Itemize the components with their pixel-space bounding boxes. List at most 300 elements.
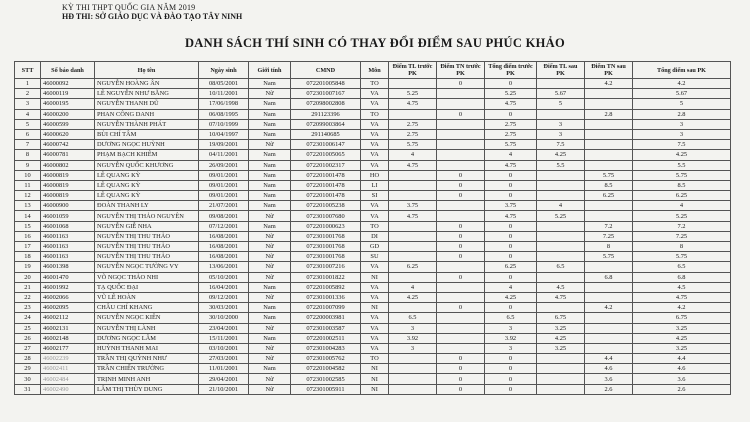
cell-tl-after xyxy=(537,384,585,394)
cell-tn-after xyxy=(585,140,633,150)
cell-subject: NI xyxy=(361,384,389,394)
cell-tn-after xyxy=(585,129,633,139)
table-row xyxy=(15,109,731,119)
cell-tl-after: 7.5 xyxy=(537,140,585,150)
cell-tl-before: 2.75 xyxy=(389,129,437,139)
cell-total-after: 4.5 xyxy=(633,282,731,292)
cell-tn-after xyxy=(585,262,633,272)
cell-tn-after: 2.6 xyxy=(585,384,633,394)
cell-id: 072201005892 xyxy=(291,282,361,292)
cell-tn-before: 0 xyxy=(437,303,485,313)
cell-subject: TO xyxy=(361,221,389,231)
cell-dob: 06/08/1995 xyxy=(199,109,249,119)
cell-subject: VA xyxy=(361,292,389,302)
cell-stt: 28 xyxy=(15,354,41,364)
cell-name: NGUYỄN NGỌC KIÊN xyxy=(95,313,199,323)
cell-dob: 15/11/2001 xyxy=(199,333,249,343)
cell-total-after: 8 xyxy=(633,242,731,252)
table-row xyxy=(15,364,731,374)
exam-council: HĐ THI: SỞ GIÁO DỤC VÀ ĐÀO TẠO TÂY NINH xyxy=(62,12,243,21)
cell-dob: 30/10/2000 xyxy=(199,313,249,323)
cell-tn-before xyxy=(437,282,485,292)
cell-gender: Nữ xyxy=(249,231,291,241)
cell-dob: 23/04/2001 xyxy=(199,323,249,333)
cell-dob: 16/04/2001 xyxy=(199,282,249,292)
cell-stt: 30 xyxy=(15,374,41,384)
cell-tl-before xyxy=(389,242,437,252)
cell-name: LÊ QUANG KỲ xyxy=(95,170,199,180)
cell-total-after: 3.6 xyxy=(633,374,731,384)
cell-sbd: 46002112 xyxy=(41,313,95,323)
cell-name: NGUYỄN THỊ THU THẢO xyxy=(95,242,199,252)
cell-tn-before xyxy=(437,201,485,211)
cell-tn-after: 5.75 xyxy=(585,170,633,180)
cell-name: NGUYỄN THỊ LÀNH xyxy=(95,323,199,333)
cell-subject: VA xyxy=(361,129,389,139)
cell-tl-before xyxy=(389,221,437,231)
cell-tl-after: 4.25 xyxy=(537,333,585,343)
cell-total-before: 0 xyxy=(485,79,537,89)
cell-tn-after: 2.8 xyxy=(585,109,633,119)
cell-tl-after xyxy=(537,180,585,190)
table-row xyxy=(15,292,731,302)
table-row xyxy=(15,129,731,139)
cell-stt: 25 xyxy=(15,323,41,333)
cell-tn-after: 4.2 xyxy=(585,303,633,313)
cell-stt: 27 xyxy=(15,343,41,353)
cell-name: PHAN CÔNG DANH xyxy=(95,109,199,119)
cell-subject: VA xyxy=(361,323,389,333)
cell-tn-before: 0 xyxy=(437,272,485,282)
cell-tn-after: 7.2 xyxy=(585,221,633,231)
table-row xyxy=(15,333,731,343)
cell-id: 072301005911 xyxy=(291,384,361,394)
cell-total-before: 0 xyxy=(485,170,537,180)
cell-tl-after: 3 xyxy=(537,129,585,139)
cell-sbd: 46001163 xyxy=(41,252,95,262)
cell-total-before: 0 xyxy=(485,109,537,119)
cell-tn-after xyxy=(585,150,633,160)
cell-dob: 10/04/1997 xyxy=(199,129,249,139)
cell-tn-before: 0 xyxy=(437,252,485,262)
cell-name: TRẦN THỊ QUỲNH NHƯ xyxy=(95,354,199,364)
cell-total-before: 4.75 xyxy=(485,99,537,109)
cell-total-before: 4.75 xyxy=(485,211,537,221)
cell-tl-before: 4.75 xyxy=(389,160,437,170)
table-row xyxy=(15,231,731,241)
cell-tn-after: 4.2 xyxy=(585,79,633,89)
cell-stt: 29 xyxy=(15,364,41,374)
cell-sbd: 46002066 xyxy=(41,292,95,302)
cell-dob: 07/10/1999 xyxy=(199,119,249,129)
cell-name: NGUYỄN THANH DŨ xyxy=(95,99,199,109)
cell-sbd: 46000195 xyxy=(41,99,95,109)
table-row xyxy=(15,99,731,109)
cell-stt: 11 xyxy=(15,180,41,190)
cell-sbd: 46001470 xyxy=(41,272,95,282)
cell-tn-after xyxy=(585,201,633,211)
cell-total-before: 0 xyxy=(485,180,537,190)
cell-tn-after xyxy=(585,333,633,343)
cell-total-after: 4.75 xyxy=(633,292,731,302)
cell-total-after: 7.2 xyxy=(633,221,731,231)
cell-sbd: 46002411 xyxy=(41,364,95,374)
cell-tl-after xyxy=(537,109,585,119)
cell-sbd: 46000819 xyxy=(41,180,95,190)
cell-tn-before: 0 xyxy=(437,364,485,374)
cell-tn-after: 4.4 xyxy=(585,354,633,364)
cell-stt: 6 xyxy=(15,129,41,139)
cell-tl-after: 5 xyxy=(537,99,585,109)
cell-tl-before xyxy=(389,272,437,282)
cell-tn-before: 0 xyxy=(437,170,485,180)
cell-name: TẠ QUỐC ĐẠI xyxy=(95,282,199,292)
cell-tn-after: 6.8 xyxy=(585,272,633,282)
cell-subject: VA xyxy=(361,160,389,170)
cell-tl-after xyxy=(537,191,585,201)
cell-gender: Nam xyxy=(249,160,291,170)
cell-tn-before xyxy=(437,99,485,109)
cell-tn-before: 0 xyxy=(437,242,485,252)
table-row xyxy=(15,150,731,160)
cell-sbd: 46002131 xyxy=(41,323,95,333)
cell-dob: 09/12/2001 xyxy=(199,292,249,302)
cell-tl-before: 4.75 xyxy=(389,211,437,221)
cell-name: NGUYỄN THỊ THẢO NGUYÊN xyxy=(95,211,199,221)
cell-total-before: 0 xyxy=(485,221,537,231)
col-header: Điểm TN trước PK xyxy=(437,62,485,79)
cell-tl-after xyxy=(537,303,585,313)
cell-total-after: 6.5 xyxy=(633,262,731,272)
table-row xyxy=(15,211,731,221)
cell-total-after: 5.67 xyxy=(633,89,731,99)
cell-sbd: 46000819 xyxy=(41,191,95,201)
col-header: Tổng điểm trước PK xyxy=(485,62,537,79)
cell-id: 072201002511 xyxy=(291,333,361,343)
cell-tl-before xyxy=(389,303,437,313)
table-row xyxy=(15,262,731,272)
cell-name: NGUYỄN HOÀNG ÂN xyxy=(95,79,199,89)
cell-id: 072201005065 xyxy=(291,150,361,160)
col-header: Điểm TN sau PK xyxy=(585,62,633,79)
cell-total-after: 6.8 xyxy=(633,272,731,282)
cell-tn-before: 0 xyxy=(437,231,485,241)
cell-name: VŨ LÊ HOÀN xyxy=(95,292,199,302)
cell-id: 072301004283 xyxy=(291,343,361,353)
cell-dob: 16/08/2001 xyxy=(199,242,249,252)
cell-id: 291140685 xyxy=(291,129,361,139)
cell-stt: 19 xyxy=(15,262,41,272)
col-header: Điểm TL sau PK xyxy=(537,62,585,79)
cell-total-before: 0 xyxy=(485,191,537,201)
cell-total-before: 0 xyxy=(485,374,537,384)
cell-subject: VA xyxy=(361,119,389,129)
cell-subject: VA xyxy=(361,140,389,150)
cell-stt: 18 xyxy=(15,252,41,262)
col-header: Môn xyxy=(361,62,389,79)
table-row xyxy=(15,272,731,282)
cell-name: LÊ NGUYỄN NHƯ BĂNG xyxy=(95,89,199,99)
cell-stt: 21 xyxy=(15,282,41,292)
cell-tn-before xyxy=(437,140,485,150)
cell-id: 072301007167 xyxy=(291,89,361,99)
cell-sbd: 46000599 xyxy=(41,119,95,129)
cell-stt: 26 xyxy=(15,333,41,343)
col-header: Tổng điểm sau PK xyxy=(633,62,731,79)
cell-subject: VA xyxy=(361,282,389,292)
cell-subject: GD xyxy=(361,242,389,252)
cell-stt: 10 xyxy=(15,170,41,180)
cell-dob: 17/06/1998 xyxy=(199,99,249,109)
cell-stt: 14 xyxy=(15,211,41,221)
cell-id: 072301001822 xyxy=(291,272,361,282)
table-row xyxy=(15,313,731,323)
cell-tn-after: 6.25 xyxy=(585,191,633,201)
cell-tl-before: 3 xyxy=(389,323,437,333)
cell-tl-after: 5.67 xyxy=(537,89,585,99)
table-row xyxy=(15,140,731,150)
cell-tl-after: 4.5 xyxy=(537,282,585,292)
cell-dob: 03/10/2001 xyxy=(199,343,249,353)
cell-total-after: 5.5 xyxy=(633,160,731,170)
cell-dob: 09/01/2001 xyxy=(199,191,249,201)
cell-sbd: 46001992 xyxy=(41,282,95,292)
cell-total-before: 0 xyxy=(485,231,537,241)
cell-stt: 12 xyxy=(15,191,41,201)
col-header: Số báo danh xyxy=(41,62,95,79)
cell-gender: Nam xyxy=(249,119,291,129)
cell-gender: Nữ xyxy=(249,140,291,150)
cell-sbd: 46000742 xyxy=(41,140,95,150)
cell-tl-before: 4 xyxy=(389,282,437,292)
cell-tl-after: 4.75 xyxy=(537,292,585,302)
cell-gender: Nữ xyxy=(249,292,291,302)
cell-name: NGUYỄN QUỐC KHƯƠNG xyxy=(95,160,199,170)
cell-tl-before: 3.75 xyxy=(389,201,437,211)
cell-total-before: 0 xyxy=(485,354,537,364)
cell-dob: 16/08/2001 xyxy=(199,252,249,262)
cell-total-after: 4.2 xyxy=(633,303,731,313)
cell-subject: VA xyxy=(361,333,389,343)
cell-tn-after: 7.25 xyxy=(585,231,633,241)
table-row xyxy=(15,119,731,129)
cell-sbd: 46002484 xyxy=(41,374,95,384)
cell-tl-after xyxy=(537,354,585,364)
cell-dob: 26/09/2001 xyxy=(199,160,249,170)
cell-id: 072201001478 xyxy=(291,170,361,180)
cell-tl-after: 3.25 xyxy=(537,323,585,333)
cell-tn-before: 0 xyxy=(437,79,485,89)
cell-id: 072301001336 xyxy=(291,292,361,302)
cell-name: NGUYỄN THỊ THU THẢO xyxy=(95,252,199,262)
cell-tn-before: 0 xyxy=(437,354,485,364)
cell-dob: 13/06/2001 xyxy=(199,262,249,272)
cell-id: 072201000623 xyxy=(291,221,361,231)
cell-tl-before: 6.25 xyxy=(389,262,437,272)
cell-gender: Nữ xyxy=(249,374,291,384)
cell-name: TRẦN CHIẾN TRƯỜNG xyxy=(95,364,199,374)
cell-sbd: 46001059 xyxy=(41,211,95,221)
cell-subject: VA xyxy=(361,201,389,211)
cell-tn-after xyxy=(585,160,633,170)
table-header-row xyxy=(15,62,731,79)
table-row xyxy=(15,191,731,201)
table-body xyxy=(15,79,731,395)
cell-id: 072201004582 xyxy=(291,364,361,374)
cell-sbd: 46001163 xyxy=(41,231,95,241)
cell-total-before: 0 xyxy=(485,272,537,282)
cell-tn-before: 0 xyxy=(437,384,485,394)
cell-tl-after: 3 xyxy=(537,119,585,129)
cell-tl-after xyxy=(537,364,585,374)
cell-tn-after xyxy=(585,313,633,323)
cell-gender: Nam xyxy=(249,201,291,211)
cell-id: 072301001768 xyxy=(291,231,361,241)
cell-subject: VA xyxy=(361,262,389,272)
cell-tl-after xyxy=(537,272,585,282)
table-row xyxy=(15,201,731,211)
table-row xyxy=(15,252,731,262)
cell-gender: Nam xyxy=(249,191,291,201)
cell-dob: 08/05/2001 xyxy=(199,79,249,89)
cell-total-before: 0 xyxy=(485,364,537,374)
cell-total-after: 5.25 xyxy=(633,211,731,221)
cell-total-after: 7.5 xyxy=(633,140,731,150)
cell-total-before: 3 xyxy=(485,323,537,333)
cell-id: 072200003981 xyxy=(291,313,361,323)
cell-dob: 09/01/2001 xyxy=(199,180,249,190)
cell-subject: VA xyxy=(361,343,389,353)
cell-tn-before: 0 xyxy=(437,109,485,119)
cell-gender: Nam xyxy=(249,221,291,231)
cell-dob: 27/03/2001 xyxy=(199,354,249,364)
cell-id: 072201005848 xyxy=(291,79,361,89)
table-row xyxy=(15,89,731,99)
cell-stt: 16 xyxy=(15,231,41,241)
cell-id: 072099003864 xyxy=(291,119,361,129)
cell-subject: LI xyxy=(361,180,389,190)
cell-total-before: 0 xyxy=(485,384,537,394)
cell-name: PHẠM BẠCH KHIÊM xyxy=(95,150,199,160)
cell-tl-before: 4 xyxy=(389,150,437,160)
cell-stt: 20 xyxy=(15,272,41,282)
cell-stt: 22 xyxy=(15,292,41,302)
cell-subject: TO xyxy=(361,354,389,364)
cell-sbd: 46002177 xyxy=(41,343,95,353)
cell-sbd: 46001163 xyxy=(41,242,95,252)
cell-tn-before xyxy=(437,129,485,139)
cell-tl-after: 6.75 xyxy=(537,313,585,323)
cell-id: 072201002317 xyxy=(291,160,361,170)
cell-dob: 07/12/2001 xyxy=(199,221,249,231)
cell-tl-after: 6.5 xyxy=(537,262,585,272)
cell-dob: 09/08/2001 xyxy=(199,211,249,221)
cell-total-before: 3 xyxy=(485,343,537,353)
cell-total-after: 5.75 xyxy=(633,170,731,180)
cell-tn-before xyxy=(437,323,485,333)
cell-tl-before xyxy=(389,364,437,374)
table-row xyxy=(15,221,731,231)
cell-total-before: 4.75 xyxy=(485,160,537,170)
cell-tn-before xyxy=(437,160,485,170)
cell-id: 072301001768 xyxy=(291,242,361,252)
cell-name: ĐOÀN THANH LY xyxy=(95,201,199,211)
cell-dob: 19/09/2001 xyxy=(199,140,249,150)
cell-tn-before xyxy=(437,333,485,343)
cell-id: 072301007216 xyxy=(291,262,361,272)
cell-name: NGUYỄN NGỌC TƯỜNG VY xyxy=(95,262,199,272)
cell-tl-after xyxy=(537,242,585,252)
cell-tn-before: 0 xyxy=(437,191,485,201)
cell-sbd: 46002239 xyxy=(41,354,95,364)
cell-name: CHÂU CHÍ KHANG xyxy=(95,303,199,313)
cell-total-before: 6.25 xyxy=(485,262,537,272)
cell-total-after: 7.25 xyxy=(633,231,731,241)
cell-id: 072301001768 xyxy=(291,252,361,262)
cell-total-after: 4.2 xyxy=(633,79,731,89)
cell-gender: Nữ xyxy=(249,252,291,262)
cell-gender: Nữ xyxy=(249,384,291,394)
cell-total-before: 0 xyxy=(485,252,537,262)
cell-total-before: 3.92 xyxy=(485,333,537,343)
page-title: DANH SÁCH THÍ SINH CÓ THAY ĐỔI ĐIỂM SAU PHÚC KHẢO xyxy=(184,36,566,50)
cell-dob: 30/03/2001 xyxy=(199,303,249,313)
cell-tl-before xyxy=(389,170,437,180)
cell-total-after: 3 xyxy=(633,129,731,139)
cell-subject: VA xyxy=(361,99,389,109)
cell-stt: 31 xyxy=(15,384,41,394)
cell-stt: 13 xyxy=(15,201,41,211)
cell-tn-before: 0 xyxy=(437,221,485,231)
table-row xyxy=(15,323,731,333)
cell-stt: 23 xyxy=(15,303,41,313)
cell-dob: 21/10/2001 xyxy=(199,384,249,394)
cell-tn-before xyxy=(437,262,485,272)
cell-dob: 16/08/2001 xyxy=(199,231,249,241)
cell-tn-after xyxy=(585,292,633,302)
cell-tn-before: 0 xyxy=(437,180,485,190)
cell-name: VÕ NGỌC THẢO NHI xyxy=(95,272,199,282)
cell-total-before: 0 xyxy=(485,303,537,313)
cell-id: 072301005762 xyxy=(291,354,361,364)
cell-total-after: 4.25 xyxy=(633,333,731,343)
cell-tl-before: 4.75 xyxy=(389,99,437,109)
cell-total-before: 4.25 xyxy=(485,292,537,302)
cell-gender: Nam xyxy=(249,282,291,292)
cell-tl-before xyxy=(389,79,437,89)
cell-tn-before xyxy=(437,343,485,353)
cell-dob: 21/07/2001 xyxy=(199,201,249,211)
cell-name: BÙI CHÍ TÂM xyxy=(95,129,199,139)
cell-tn-after xyxy=(585,282,633,292)
cell-gender: Nam xyxy=(249,109,291,119)
cell-gender: Nam xyxy=(249,364,291,374)
cell-total-after: 4.6 xyxy=(633,364,731,374)
cell-dob: 10/11/2001 xyxy=(199,89,249,99)
cell-tl-after: 4.25 xyxy=(537,150,585,160)
cell-gender: Nam xyxy=(249,180,291,190)
cell-subject: VA xyxy=(361,313,389,323)
cell-total-before: 0 xyxy=(485,242,537,252)
col-header: Giới tính xyxy=(249,62,291,79)
cell-name: NGUYỄN GIỄ NHA xyxy=(95,221,199,231)
cell-subject: NI xyxy=(361,272,389,282)
cell-tn-after xyxy=(585,211,633,221)
cell-total-after: 4.25 xyxy=(633,150,731,160)
cell-id: 072201005238 xyxy=(291,201,361,211)
cell-dob: 29/04/2001 xyxy=(199,374,249,384)
cell-stt: 5 xyxy=(15,119,41,129)
